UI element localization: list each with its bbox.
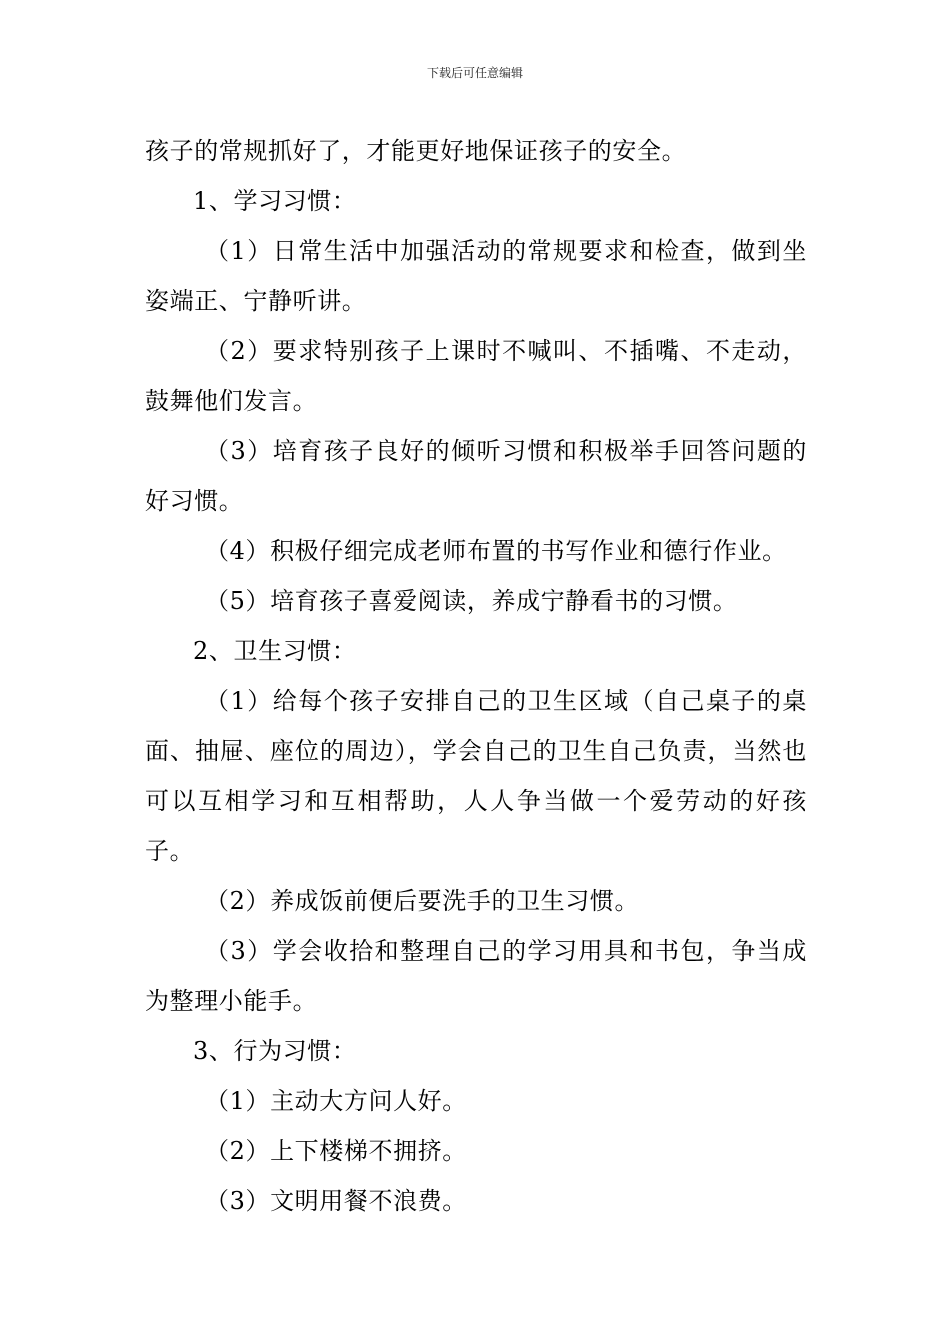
document-body <box>145 126 807 1226</box>
section-heading-study-habits: 1、学习习惯： <box>193 187 357 215</box>
list-item: （5）培育孩子喜爱阅读，养成宁静看书的习惯。 <box>205 587 738 615</box>
section-heading-hygiene-habits: 2、卫生习惯： <box>193 637 357 665</box>
list-item: （1）给每个孩子安排自己的卫生区域（自己桌子的桌面、抽屉、座位的周边），学会自己的卫生自己负责，当然也可以互相学习和互相帮助，人人争当做一个爱劳动的好孩子。 <box>145 687 807 865</box>
list-item: （3）培育孩子良好的倾听习惯和积极举手回答问题的好习惯。 <box>145 437 807 515</box>
list-item: （1）主动大方问人好。 <box>205 1087 467 1115</box>
list-item: （1）日常生活中加强活动的常规要求和检查，做到坐姿端正、宁静听讲。 <box>145 237 807 315</box>
list-item: （3）学会收拾和整理自己的学习用具和书包，争当成为整理小能手。 <box>145 937 807 1015</box>
page-header: 下载后可任意编辑 <box>426 66 523 80</box>
list-item: （3）文明用餐不浪费。 <box>205 1187 467 1215</box>
list-item: （2）上下楼梯不拥挤。 <box>205 1137 467 1165</box>
section-heading-behavior-habits: 3、行为习惯： <box>193 1037 357 1065</box>
paragraph-continuation: 孩子的常规抓好了，才能更好地保证孩子的安全。 <box>145 137 687 165</box>
list-item: （2）养成饭前便后要洗手的卫生习惯。 <box>205 887 640 915</box>
list-item: （4）积极仔细完成老师布置的书写作业和德行作业。 <box>205 537 787 565</box>
list-item: （2）要求特别孩子上课时不喊叫、不插嘴、不走动，鼓舞他们发言。 <box>145 337 807 415</box>
